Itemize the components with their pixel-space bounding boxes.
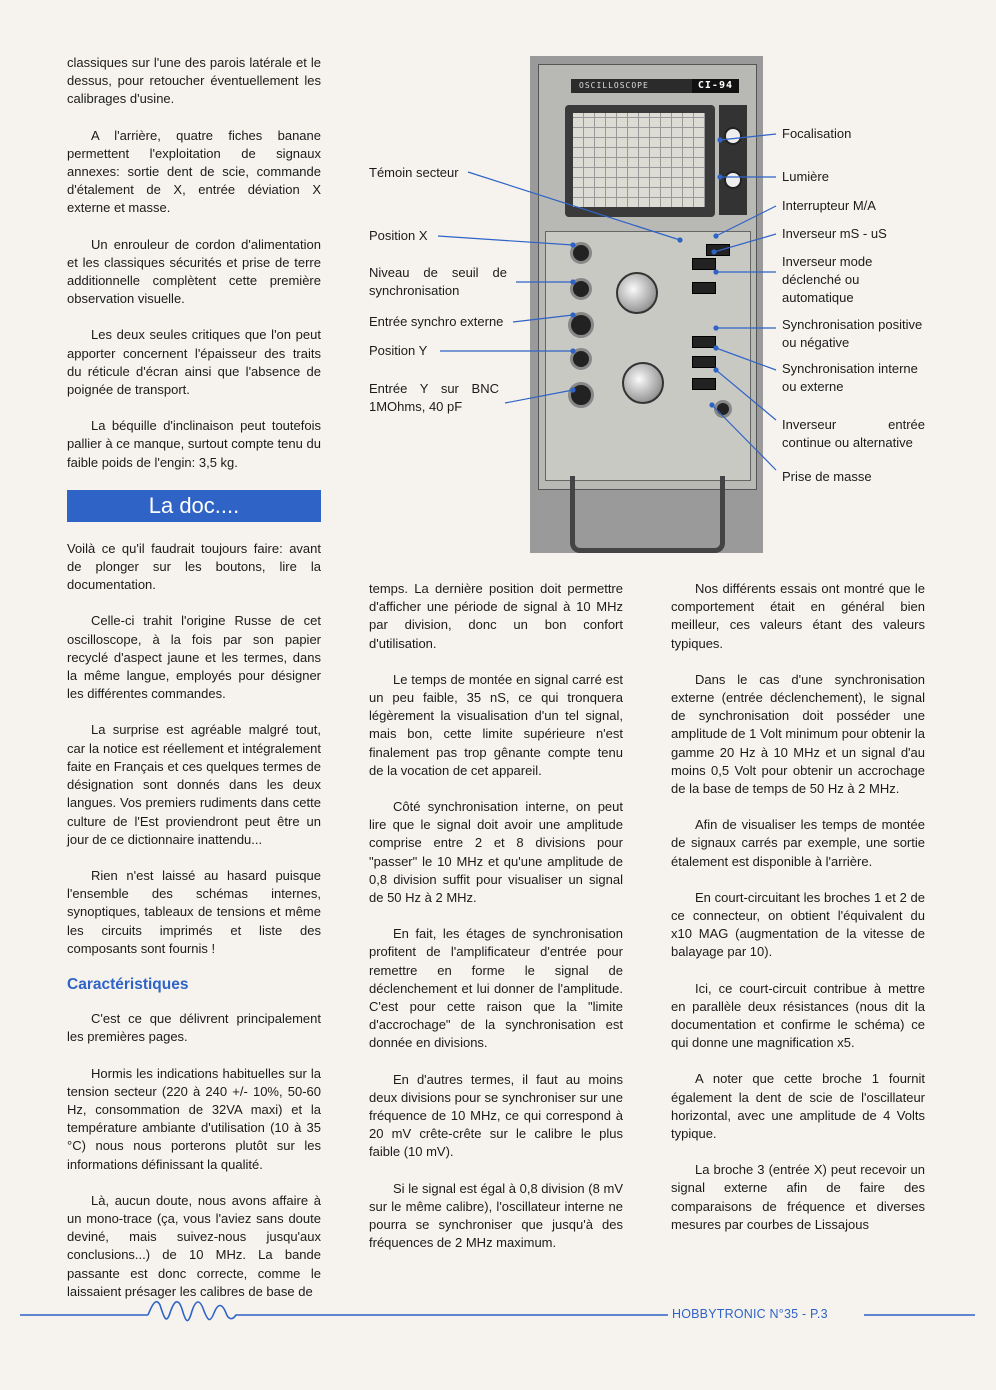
callout-line	[716, 206, 776, 236]
callout-line	[720, 134, 776, 140]
column-3	[671, 580, 925, 1252]
paragraph: En court-circuitant les broches 1 et 2 de ce connecteur, on obtient l'équivalent du x10 MAG (augmentation de la vitesse de balayage par 10).	[671, 889, 925, 960]
model-tag: CI-94	[692, 79, 739, 93]
paragraph: Un enrouleur de cordon d'alimentation et les classiques sécurités et prise de terre additionnelle complètent cette première observation visuelle.	[67, 236, 321, 307]
callout-line	[513, 315, 573, 322]
callout-line	[716, 370, 776, 420]
paragraph: Celle-ci trahit l'origine Russe de cet oscilloscope, à la fois par son papier recyclé d'aspect jaune et les termes, dans la même langue, employés pour désigner les différentes commandes.	[67, 613, 321, 702]
label-sync-positive: Synchronisation positive ou négative	[782, 317, 923, 351]
waveform-logo-icon	[148, 1302, 252, 1321]
label-prise-masse: Prise de masse	[782, 469, 872, 484]
paragraph: En d'autres termes, il faut au moins deux divisions pour se synchroniser sur une fréquence de 10 MHz, ce qui correspond à 20 mV crête-crête sur le calibre le plus faible (10 mV).	[369, 1071, 623, 1160]
paragraph: La béquille d'inclinaison peut toutefois pallier à ce manque, surtout compte tenu du faible poids de l'engin: 3,5 kg.	[67, 418, 321, 470]
section-heading: Caractéristiques	[67, 975, 189, 993]
page-footer: HOBBYTRONIC N°35 - P.3	[672, 1307, 828, 1321]
paragraph: temps. La dernière position doit permettre d'afficher une période de signal à 10 MHz par division, donc un bon confort d'utilisation.	[369, 581, 623, 651]
label-entree-y: Entrée Y sur BNC 1MOhms, 40 pF	[369, 381, 499, 415]
label-entree-synchro: Entrée synchro externe	[369, 314, 504, 329]
callout-dot	[714, 326, 718, 330]
label-niveau-seuil: Niveau de seuil de synchronisation	[369, 265, 507, 299]
paragraph: C'est ce que délivrent principalement les premières pages.	[67, 1011, 321, 1045]
paragraph: Les deux seules critiques que l'on peut apporter concernent l'épaisseur des traits du réticule d'écran ainsi que l'absence de poignée de transport.	[67, 327, 321, 398]
column-2	[369, 580, 623, 1271]
label-position-y: Position Y	[369, 343, 428, 358]
callout-line	[716, 348, 776, 370]
label-temoin-secteur: Témoin secteur	[369, 165, 459, 180]
callout-dot	[718, 175, 722, 179]
callout-dot	[714, 270, 718, 274]
callout-dot	[571, 280, 575, 284]
label-interrupteur: Interrupteur M/A	[782, 198, 876, 213]
paragraph: Dans le cas d'une synchronisation externe (entrée déclenchement), le signal de synchronisation doit posséder une amplitude de 1 Volt minimum pour obtenir la gamme 20 Hz à 10 MHz et un signal d'au moins 0,5 Volt pour obtenir un accrochage de la base de temps de 50 Hz à 2 MHz.	[671, 671, 925, 797]
callout-dot	[710, 403, 714, 407]
callout-dot	[714, 346, 718, 350]
callout-line	[714, 234, 776, 252]
callout-line	[468, 172, 680, 240]
callout-dot	[714, 234, 718, 238]
paragraph: La broche 3 (entrée X) peut recevoir un signal externe afin de faire des comparaisons de fréquence et diverses mesures par courbes de Lissajous	[671, 1162, 925, 1232]
callout-dot	[571, 388, 575, 392]
paragraph: En fait, les étages de synchronisation profitent de l'amplificateur d'entrée pour remettre en forme le signal de déclenchement et lui donner de l'amplitude. C'est pour cette raison que la "limite d'accrochage" de la synchronisation est donnée en divisions.	[369, 926, 623, 1051]
callout-dot	[712, 250, 716, 254]
label-sync-interne: Synchronisation interne ou externe	[782, 361, 918, 395]
label-inverseur-mode: Inverseur mode déclenché ou automatique	[782, 254, 873, 306]
callout-line	[505, 390, 573, 403]
paragraph: Nos différents essais ont montré que le comportement était en général bien meilleur, ces valeurs étant des valeurs typiques.	[671, 581, 925, 651]
callout-dot	[571, 243, 575, 247]
callout-line	[712, 405, 776, 470]
paragraph: A noter que cette broche 1 fournit également la dent de scie de l'oscillateur horizontal, avec une amplitude de 4 Volts typique.	[671, 1071, 925, 1142]
section-banner: La doc....	[67, 490, 321, 522]
paragraph: Hormis les indications habituelles sur la tension secteur (220 à 240 +/- 10%, 50-60 Hz, consommation de 32VA maxi) et la température ambiante d'utilisation (10 à 35 °C) nous nous porterons plutôt sur les informations définissant la qualité.	[67, 1065, 321, 1172]
paragraph: Là, aucun doute, nous avons affaire à un mono-trace (ça, vous l'aviez sans doute deviné, mais suivez-nous jusqu'aux conclusions...) de 10 MHz. La bande passante est donc correcte, comme le laissaient présager les calibres de base de	[67, 1192, 321, 1299]
label-focalisation: Focalisation	[782, 126, 852, 141]
label-inverseur-entree: Inverseur entrée continue ou alternative	[782, 417, 925, 451]
paragraph: A l'arrière, quatre fiches banane permettent l'exploitation de signaux annexes: sortie dent de scie, commande d'étalement de X, entrée déviation X externe et masse.	[67, 127, 321, 216]
callout-dot	[714, 368, 718, 372]
callout-dot	[571, 349, 575, 353]
paragraph: Voilà ce qu'il faudrait toujours faire: avant de plonger sur les boutons, lire la documentation.	[67, 540, 321, 593]
label-lumiere: Lumière	[782, 169, 829, 184]
paragraph: classiques sur l'une des parois latérale et le dessus, pour retoucher éventuellement les calibrages d'usine.	[67, 55, 321, 107]
paragraph: Rien n'est laissé au hasard puisque l'ensemble des schémas internes, synoptiques, tableaux de tensions et même les circuits imprimés et liste des composants sont fournis !	[67, 867, 321, 956]
paragraph: Ici, ce court-circuit contribue à mettre en parallèle deux résistances (nous dit la documentation et confirme le schéma) ce qui donne une magnification x5.	[671, 980, 925, 1051]
callout-dot	[678, 238, 682, 242]
callout-line	[438, 236, 573, 245]
label-inverseur-ms: Inverseur mS - uS	[782, 226, 887, 241]
paragraph: Côté synchronisation interne, on peut lire que le signal doit avoir une amplitude comprise entre 2 et 8 divisions pour "passer" le 10 MHz et qu'une amplitude de 0,8 division suffit pour visualiser un signal de 50 Hz à 2 MHz.	[369, 799, 623, 906]
paragraph: Si le signal est égal à 0,8 division (8 mV sur le même calibre), l'oscillateur interne ne pourra se synchroniser que jusqu'à des fréquences de 2 MHz maximum.	[369, 1180, 623, 1251]
paragraph: Le temps de montée en signal carré est un peu faible, 35 nS, ce qui tronquera légèrement la visualisation d'un tel signal, mais bon, cette limite supérieure n'est finalement pas trop gênante compte tenu de la vocation de cet appareil.	[369, 671, 623, 778]
paragraph: Afin de visualiser les temps de montée de signaux carrés par exemple, une sortie étalement est disponible à l'arrière.	[671, 817, 925, 869]
callout-dot	[718, 138, 722, 142]
callout-dot	[571, 313, 575, 317]
name-plate-text: OSCILLOSCOPE	[579, 81, 649, 90]
paragraph: La surprise est agréable malgré tout, car la notice est réellement et intégralement faite en Français et ces quelques termes de désignation sont donnés dans les deux langues. Vos premiers rudiments dans cette culture de l'Est proviendront peut être un jour de ce dictionnaire inattendu...	[67, 722, 321, 847]
label-position-x: Position X	[369, 228, 428, 243]
footer-rule	[0, 1295, 996, 1335]
